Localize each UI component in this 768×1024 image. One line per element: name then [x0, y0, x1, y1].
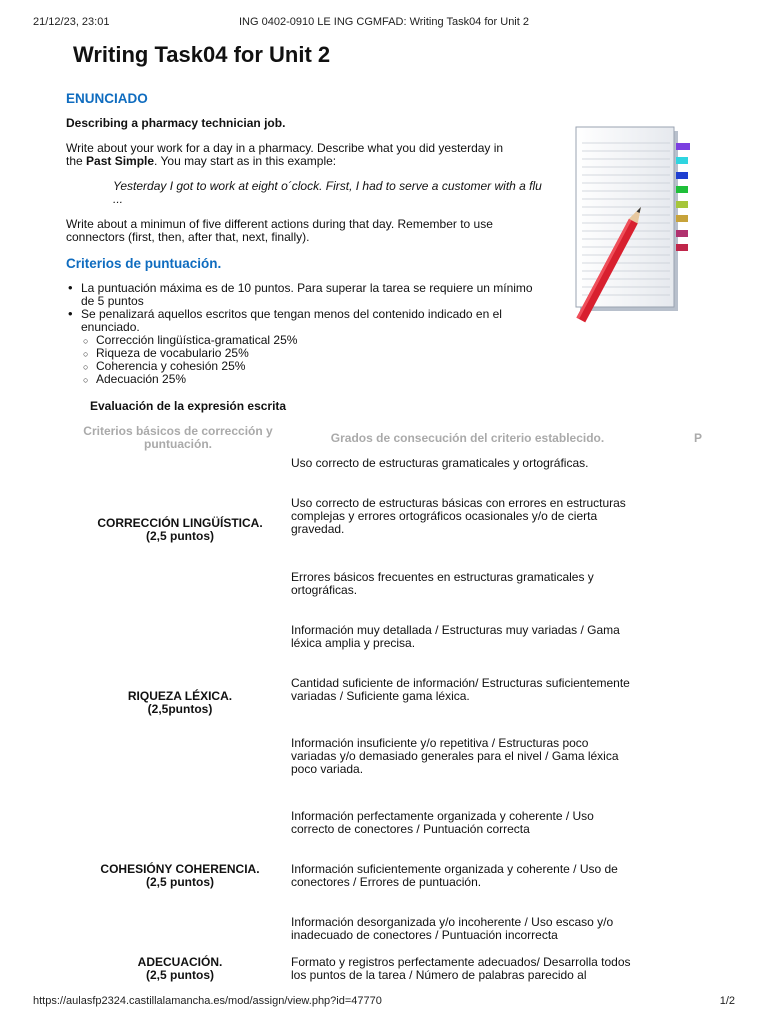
p1-line-1: Write about your work for a day in a pharmacy. Describe what you did yesterday in	[66, 141, 504, 155]
criterion-points: (2,5puntos)	[147, 702, 213, 716]
example-text	[113, 180, 573, 206]
cell-line: poco variada.	[291, 762, 364, 776]
cell-line: gravedad.	[291, 522, 345, 536]
cell-line: Información insuficiente y/o repetitiva / Estructuras poco	[291, 736, 589, 750]
header-line: puntuación.	[144, 437, 212, 451]
criterion-name: CORRECCIÓN LINGÜÍSTICA.	[97, 516, 263, 530]
page-title: Writing Task04 for Unit 2	[73, 42, 331, 67]
print-datetime: 21/12/23, 23:01	[33, 16, 110, 28]
cell-line: correcto de conectores / Puntuación correcta	[291, 822, 530, 836]
sub-item: ○ Riqueza de vocabulario 25%	[81, 347, 566, 360]
criterion-name: RIQUEZA LÉXICA.	[127, 689, 233, 703]
example-line-2: ...	[113, 192, 124, 206]
criterion-points: (2,5 puntos)	[146, 968, 214, 982]
example-line-1: Yesterday I got to work at eight o´clock. First, I had to serve a customer with a flu	[113, 179, 542, 193]
criterion-name: COHESIÓNY COHERENCIA.	[100, 862, 260, 876]
notebook-with-pencil-icon	[572, 125, 694, 335]
criterion-name: ADECUACIÓN.	[137, 955, 223, 969]
grade-cell	[291, 810, 651, 836]
criteria-list	[66, 282, 566, 386]
page-number: 1/2	[719, 995, 735, 1007]
task-subtitle: Describing a pharmacy technician job.	[66, 116, 286, 130]
sub-item: ○ Corrección lingüística-gramatical 25%	[81, 334, 566, 347]
cell-line: inadecuado de conectores / Puntuación incorrecta	[291, 928, 558, 942]
print-title: ING 0402-0910 LE ING CGMFAD: Writing Task04 for Unit 2	[239, 16, 529, 28]
cell-line: ortográficas.	[291, 583, 358, 597]
cell-line: Cantidad suficiente de información/ Estructuras suficientemente	[291, 676, 630, 690]
p2-line-1: Write about a minimun of five different actions during that day. Remember to use	[66, 217, 493, 231]
cell-line: léxica amplia y precisa.	[291, 636, 416, 650]
cell-line: Información suficientemente organizada y coherente / Uso de	[291, 862, 618, 876]
cell-line: complejas y errores ortográficos ocasionales y/o de cierta	[291, 509, 598, 523]
criterion-cohesion	[80, 863, 280, 889]
cell-line: Información muy detallada / Estructuras muy variadas / Gama	[291, 623, 620, 637]
grade-cell	[291, 863, 651, 889]
grade-cell	[291, 571, 651, 597]
past-simple-bold: Past Simple	[86, 154, 155, 168]
table-header-criteria	[78, 425, 278, 451]
evaluation-title: Evaluación de la expresión escrita	[90, 399, 287, 413]
cell-line: Información desorganizada y/o incoherente / Uso escaso y/o	[291, 915, 614, 929]
page-url: https://aulasfp2324.castillalamancha.es/mod/assign/view.php?id=47770	[33, 995, 382, 1007]
grade-cell	[291, 737, 651, 776]
cell-line: conectores / Errores de puntuación.	[291, 875, 482, 889]
table-header-points: P	[693, 431, 702, 445]
criterion-points: (2,5 puntos)	[146, 529, 214, 543]
enunciado-heading: ENUNCIADO	[66, 91, 148, 106]
criteria-text: • Se penalizará aquellos escritos que tengan menos del contenido indicado en el	[81, 307, 502, 321]
sub-item: ○ Coherencia y cohesión 25%	[81, 360, 566, 373]
grade-cell	[291, 457, 651, 470]
grade-cell	[291, 677, 651, 703]
cell-line: Errores básicos frecuentes en estructuras gramaticales y	[291, 570, 594, 584]
cell-line: Formato y registros perfectamente adecuados/ Desarrolla todos	[291, 955, 631, 969]
table-header-grades: Grados de consecución del criterio establecido.	[330, 431, 605, 445]
header-line: Criterios básicos de corrección y	[83, 424, 273, 438]
grade-cell	[291, 624, 651, 650]
grade-cell	[291, 916, 651, 942]
criterion-riqueza	[80, 690, 280, 716]
p1-text-end: . You may start as in this example:	[154, 154, 337, 168]
criteria-item	[66, 308, 566, 386]
cell-line: Uso correcto de estructuras gramaticales y ortográficas.	[291, 456, 589, 470]
criterion-adecuacion	[80, 956, 280, 982]
task-paragraph-2	[66, 218, 556, 244]
criterios-heading: Criterios de puntuación.	[66, 256, 222, 271]
cell-line: los puntos de la tarea / Número de palabras parecido al	[291, 968, 587, 982]
p2-line-2: connectors (first, then, after that, next, finally).	[66, 230, 310, 244]
criteria-item	[66, 282, 566, 308]
grade-cell	[291, 956, 651, 982]
criteria-text: de 5 puntos	[81, 294, 144, 308]
task-paragraph-1	[66, 142, 556, 168]
grade-cell	[291, 497, 651, 536]
criteria-text: enunciado.	[81, 320, 140, 334]
cell-line: Información perfectamente organizada y coherente / Uso	[291, 809, 594, 823]
criteria-sublist	[81, 334, 566, 386]
cell-line: variadas y/o demasiado generales para el nivel / Gama léxica	[291, 749, 619, 763]
p1-text: the	[66, 154, 87, 168]
print-footer	[33, 995, 735, 1007]
criterion-points: (2,5 puntos)	[146, 875, 214, 889]
sub-item: ○ Adecuación 25%	[81, 373, 566, 386]
criteria-text: • La puntuación máxima es de 10 puntos. Para superar la tarea se requiere un mínimo	[81, 281, 533, 295]
p1-line-2	[66, 155, 556, 168]
criterion-correccion	[80, 517, 280, 543]
cell-line: variadas / Suficiente gama léxica.	[291, 689, 470, 703]
cell-line: Uso correcto de estructuras básicas con errores en estructuras	[291, 496, 626, 510]
